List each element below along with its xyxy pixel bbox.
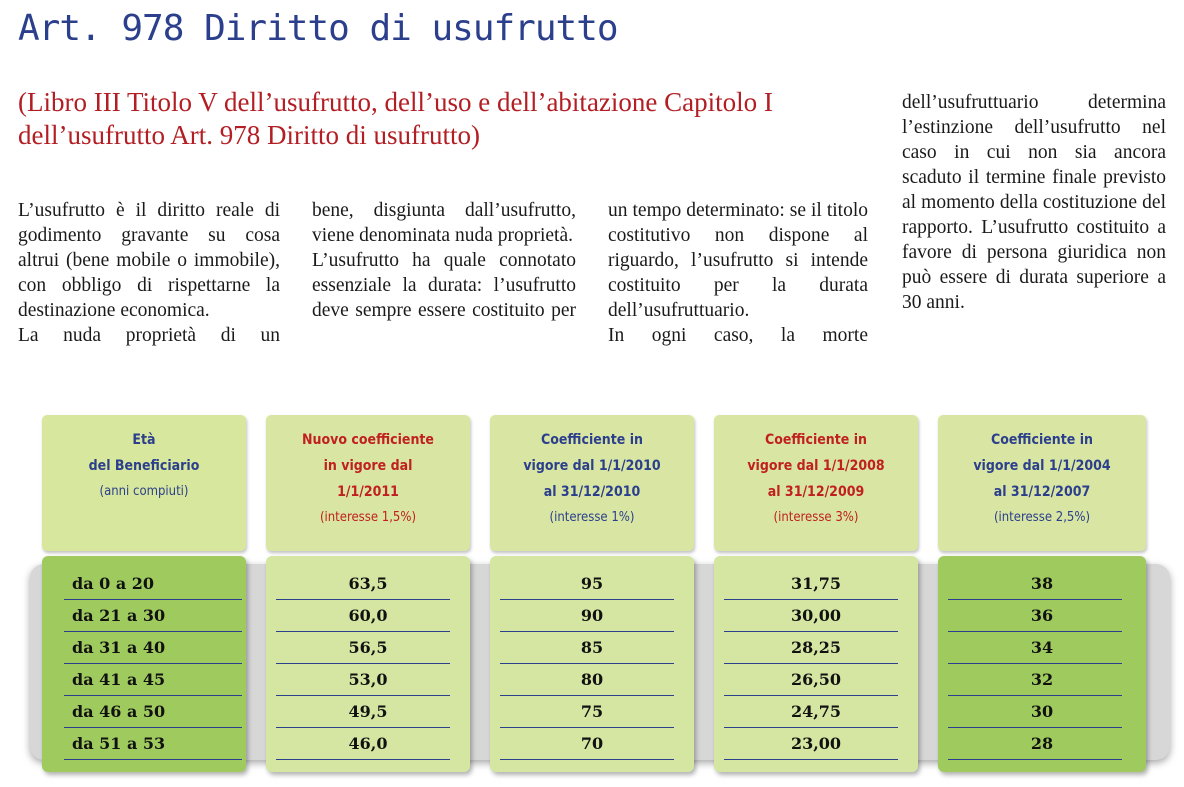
header-line: al 31/12/2007 — [993, 484, 1091, 500]
header-line: Coefficiente in — [540, 432, 643, 448]
cell-value: 46,0 — [348, 734, 388, 753]
cell-value: 63,5 — [348, 574, 388, 593]
text-column-1 — [18, 198, 280, 348]
table-cell — [266, 632, 470, 664]
header-line: Nuovo coefficiente — [302, 432, 434, 448]
table-cell — [714, 632, 918, 664]
table-cell — [714, 696, 918, 728]
table-header-cell — [938, 415, 1146, 551]
cell-value: 32 — [1030, 670, 1054, 689]
header-line: Età — [132, 432, 156, 448]
row-divider — [948, 759, 1122, 760]
header-note: (interesse 2,5%) — [993, 510, 1091, 525]
cell-value: da 46 a 50 — [72, 702, 166, 721]
table-column — [42, 556, 246, 772]
cell-value: 23,00 — [790, 734, 842, 753]
header-line: al 31/12/2010 — [543, 484, 641, 500]
header-line: 1/1/2011 — [337, 484, 399, 500]
cell-value: 80 — [580, 670, 604, 689]
table-cell — [266, 600, 470, 632]
row-divider — [64, 759, 242, 760]
table-cell — [714, 664, 918, 696]
table-cell — [490, 600, 694, 632]
text-column-2 — [312, 198, 576, 323]
paragraph: L’usufrutto ha quale connotato essenziale la durata: l’usufrutto deve sempre essere costituito per — [312, 250, 576, 321]
cell-value: 53,0 — [348, 670, 388, 689]
cell-value: 28 — [1030, 734, 1054, 753]
table-cell — [42, 568, 246, 600]
header-line: Coefficiente in — [764, 432, 867, 448]
table-cell — [266, 696, 470, 728]
text-column-4 — [902, 90, 1166, 315]
table-column — [714, 556, 918, 772]
cell-value: da 41 a 45 — [72, 670, 166, 689]
header-note: (interesse 1,5%) — [319, 510, 417, 525]
cell-value: da 51 a 53 — [72, 734, 166, 753]
cell-value: 24,75 — [790, 702, 842, 721]
paragraph: un tempo determinato: se il titolo costitutivo non dispone al riguardo, l’usufrutto si intende costituito per la durata dell’usufruttuario. — [608, 200, 868, 321]
table-header-cell — [714, 415, 918, 551]
table-cell — [938, 664, 1146, 696]
table-cell — [266, 664, 470, 696]
cell-value: 26,50 — [790, 670, 842, 689]
cell-value: 56,5 — [348, 638, 388, 657]
cell-value: 30 — [1030, 702, 1054, 721]
table-column — [490, 556, 694, 772]
table-column — [938, 556, 1146, 772]
table-cell — [938, 728, 1146, 760]
row-divider — [500, 759, 674, 760]
cell-value: 95 — [580, 574, 604, 593]
cell-value: 90 — [580, 606, 604, 625]
header-note: (anni compiuti) — [99, 484, 189, 499]
cell-value: 60,0 — [348, 606, 388, 625]
table-cell — [266, 568, 470, 600]
header-line: vigore dal 1/1/2010 — [523, 458, 661, 474]
cell-value: 30,00 — [790, 606, 842, 625]
table-cell — [490, 728, 694, 760]
paragraph: In ogni caso, la morte — [608, 325, 868, 346]
page-title: Art. 978 Diritto di usufrutto — [18, 8, 618, 49]
table-cell — [42, 696, 246, 728]
header-line: del Beneficiario — [88, 458, 200, 474]
table-cell — [490, 632, 694, 664]
header-line: in vigore dal — [323, 458, 413, 474]
cell-value: 85 — [580, 638, 604, 657]
table-cell — [938, 568, 1146, 600]
table-cell — [42, 600, 246, 632]
table-cell — [714, 600, 918, 632]
table-cell — [490, 664, 694, 696]
cell-value: da 31 a 40 — [72, 638, 166, 657]
paragraph: bene, disgiunta dall’usufrutto, viene denominata nuda proprietà. — [312, 200, 576, 246]
cell-value: 75 — [580, 702, 604, 721]
paragraph: La nuda proprietà di un — [18, 325, 280, 346]
cell-value: 49,5 — [348, 702, 388, 721]
table-cell — [714, 728, 918, 760]
paragraph: L’usufrutto è il diritto reale di godimento gravante su cosa altrui (bene mobile o immobile), con obbligo di rispettarne la destinazione economica. — [18, 200, 280, 321]
subtitle: (Libro III Titolo V dell’usufrutto, dell’uso e dell’abitazione Capitolo I dell’usufrutto Art. 978 Diritto di usufrutto) — [18, 87, 773, 150]
text-column-3 — [608, 198, 868, 348]
table-cell — [42, 632, 246, 664]
header-note: (interesse 3%) — [773, 510, 859, 525]
cell-value: 31,75 — [790, 574, 842, 593]
header-line: vigore dal 1/1/2008 — [747, 458, 885, 474]
cell-value: 70 — [580, 734, 604, 753]
table-cell — [938, 632, 1146, 664]
table-header-cell — [42, 415, 246, 551]
table-cell — [938, 600, 1146, 632]
table-cell — [490, 568, 694, 600]
cell-value: da 21 a 30 — [72, 606, 166, 625]
table-cell — [42, 728, 246, 760]
table-cell — [266, 728, 470, 760]
table-cell — [42, 664, 246, 696]
table-header-cell — [490, 415, 694, 551]
table-column — [266, 556, 470, 772]
table-header-cell — [266, 415, 470, 551]
table-cell — [938, 696, 1146, 728]
paragraph: dell’usufruttuario determina l’estinzione dell’usufrutto nel caso in cui non sia ancora scaduto il termine finale previsto al momento della costituzione del rapporto. L’usufrutto costituito a favore di persona giuridica non può essere di durata superiore a 30 anni. — [902, 92, 1166, 313]
header-line: al 31/12/2009 — [767, 484, 865, 500]
cell-value: 38 — [1030, 574, 1054, 593]
header-note: (interesse 1%) — [549, 510, 635, 525]
header-line: vigore dal 1/1/2004 — [973, 458, 1111, 474]
table-cell — [714, 568, 918, 600]
cell-value: 36 — [1030, 606, 1054, 625]
header-line: Coefficiente in — [990, 432, 1093, 448]
cell-value: 34 — [1030, 638, 1054, 657]
table-cell — [490, 696, 694, 728]
cell-value: da 0 a 20 — [72, 574, 155, 593]
cell-value: 28,25 — [790, 638, 842, 657]
row-divider — [724, 759, 898, 760]
row-divider — [276, 759, 450, 760]
